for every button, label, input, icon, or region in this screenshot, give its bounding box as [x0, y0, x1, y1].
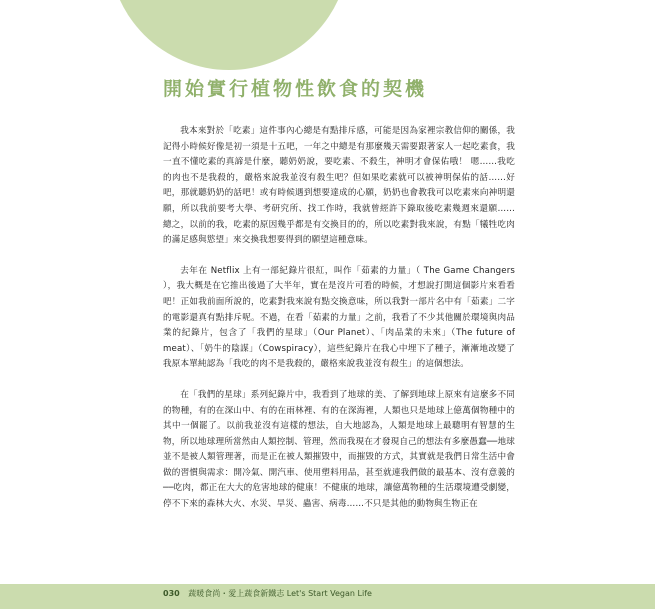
body-text — [163, 124, 515, 528]
page-title: 開始實行植物性飲食的契機 — [163, 78, 428, 100]
footer — [163, 588, 372, 599]
decorative-circle — [109, 0, 349, 70]
paragraph-2: 去年在 Netflix 上有一部紀錄片很紅，叫作「茹素的力量」（ The Game Changers ），我大概是在它推出後過了大半年，實在是沒片可看的時候，才想說打開這個影片來看看吧！正如我前面所說的，吃素對我來說有點交換意味，所以我對一部片名中有「茹素」二字的電影還真有點排斥呢。不過，在看「茹素的力量」之前，我看了不少其他關於環境與肉品業的紀錄片，包含了「我們的星球」（Our Planet）、「肉品業的未來」（The future of meat）、「奶牛的陰謀」（Cowspiracy），這些紀錄片在我心中埋下了種子，漸漸地改變了我原本單純認為「我吃的肉不是我殺的，嚴格來說我並沒有殺生」的這個想法。 — [163, 265, 515, 370]
paragraph-3: 在「我們的星球」系列紀錄片中，我看到了地球的美、了解到地球上原來有這麼多不同的物種，有的在深山中、有的在雨林裡、有的在深海裡，人類也只是地球上億萬個物種中的其中一個罷了。以前我並沒有這樣的想法，自大地認為，人類是地球上最聰明有智慧的生物，所以地球理所當然由人類控制、管理，然而我現在才發現自己的想法有多麼愚蠢──地球並不是被人類管理著，而是正在被人類摧毀中，而摧毀的方式，其實就是我們日常生活中會做的習慣與需求：開冷氣、開汽車、使用塑料用品，甚至就連我們做的最基本、沒有意義的──吃肉，都正在大大的危害地球的健康！不健康的地球，讓億萬物種的生活環境遭受劇變，停不下來的森林大火、水災、旱災、蟲害、病毒……不只是其他的動物與生物正在 — [163, 389, 515, 510]
page-number: 030 — [163, 589, 180, 598]
footer-book-title: 蔬暖食尚・愛上蔬食新鐵志 Let's Start Vegan Life — [188, 589, 372, 598]
paragraph-1: 我本來對於「吃素」這件事內心總是有點排斥感，可能是因為家裡宗教信仰的關係，我記得小時候好像是初一須是十五吧，一年之中總是有那麼幾天需要跟著家人一起吃素食，我一直不懂吃素的真諦是什麼，聽奶奶說，要吃素、不殺生，神明才會保佑哦！ 嗯……我吃的肉也不是我殺的，嚴格來說我並沒有殺生吧？但如果吃素就可以被神明保佑的話……好吧，那就聽奶奶的話吧！或有時候遇到想要達成的心願，奶奶也會教我可以吃素來向神明還願，所以我前要考大學、考研究所、找工作時，我就曾經許下錄取後吃素幾週來還願…… 總之，以前的我，吃素的原因幾乎都是有交換目的的，所以吃素對我來說，有點「犧牲吃肉的滿足感與慾望」來交換我想要得到的願望這種意味。 — [163, 126, 515, 246]
